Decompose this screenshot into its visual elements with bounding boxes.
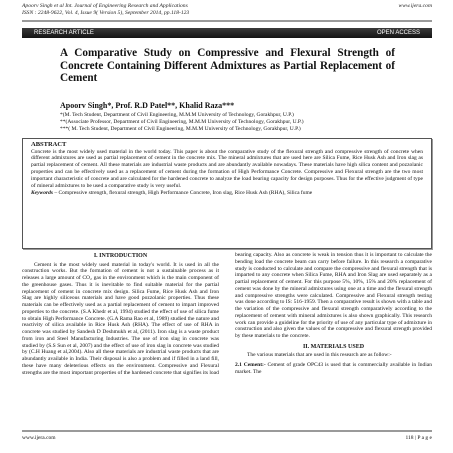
page-number: 118 | P a g e [405, 435, 432, 441]
introduction-text: Cement is the most widely used material in today's world. It is used in all the construction works. But the formation of cement is not a sustainable process as it releases a large amount of CO₂ gas in the environment which is the main component of the greenhouse gases. Thus it is inevitable to find suitable material for the partial replacement of cement in concrete mix design. Silica Fume, Rice Husk Ash and Iron Slag are highly siliceous materials and have good pozzolanic properties. Thus these materials can be effectively used as a partial replacement of cement to impart improved properties to the concrete. (S.A Khedr et al, 1994) studied the effect of use of silica fume to obtain High Performance Concrete. (G.A Rama Rao et al, 1989) studied the nature and reactivity of silica available in Rice Husk Ash (RHA). The effect of use of RHA in concrete was studied by Sandesh D Deshmukh et al, (2011). Iron slag is a waste product from iron and Steel Manufacturing Industries. The use of iron slag in concrete was studied by (S.S Sun et al, 2007) and the effect of use of iron slag in concrete was studied by (C.H Huang et al,2004). Also all these materials are industrial waste products that are abundantly available in India. Their disposal is also a problem and if filled in a land fill, these have many deleterious effects on the environment. Compressive and Flexural strengths are the most important properties of the hardened concrete that signifies its load [22, 261, 219, 376]
introduction-continued-text: bearing capacity. Also as concrete is weak in tension thus it is important to calculate the bending load the concrete beam can carry before failure. In this research a comparative study is conducted to calculate and compare the compressive and flexural strength that is imparted to any concrete when Silica Fume, RHA and Iron Slag are used separately as a partial replacement of cement. For this purpose 5%, 10%, 15% and 20% replacement of cement was done by the mineral admixtures using one at a time and the flexural strength and compressive strengths were calculated. Compressive and Flexural strength testing was done according to IS: 516-1959. Then a comparative result is shown with a table and the variation of the compressive and flexural strength comparatively according to the replacement of cement with mineral admixtures is also shown graphically. This research work can provide a guideline for the priority of use of any particular type of admixture in construction and also given the values of the compressive and flexural strength provided by these materials to the concrete. [235, 252, 432, 339]
research-article-label: RESEARCH ARTICLE [34, 30, 94, 36]
cement-item [235, 362, 432, 376]
journal-citation-line: Apoorv Singh et al Int. Journal of Engineering Research and Applications [22, 3, 188, 9]
materials-intro: The various materials that are used in this research are as follow:- [247, 352, 392, 359]
paper-title: A Comparative Study on Compressive and Flexural Strength of Concrete Containing Different Admixtures as Partial Replacement of Cement [60, 47, 395, 85]
abstract-box [22, 138, 432, 249]
footer-website-link[interactable]: www.ijera.com [22, 435, 56, 441]
introduction-heading: I. INTRODUCTION [93, 253, 148, 259]
cement-item-text: Cement of grade OPC43 is used that is commercially available in Indian market. The [235, 362, 432, 375]
keywords-label: Keywords [31, 189, 53, 196]
cement-item-label: 2.1 Cement:- [235, 362, 266, 368]
affiliation-2: **(Associate Professor, Department of Civil Engineering, M.M.M University of Technology, Gorakhpur, U.P.) [60, 119, 304, 125]
page-footer [22, 430, 432, 446]
keywords-text: – Compressive strength, flexural strength, High Performance Concrete, Iron slag, Rice Husk Ash (RHA), Silica fume [53, 189, 313, 196]
affiliation-1: *(M. Tech Student, Department of Civil Engineering, M.M.M University of Technology, Gorakhpur, U.P.) [60, 112, 294, 118]
abstract-heading: ABSTRACT [31, 141, 67, 148]
right-column [235, 252, 432, 376]
materials-heading: II. MATERIALS USED [302, 343, 365, 350]
article-type-banner [22, 28, 432, 38]
abstract-text [31, 149, 423, 197]
footer-rule [22, 430, 432, 432]
affiliation-3: ***( M. Tech Student, Department of Civil Engineering, M.M.M University of Technology, Gorakhpur, U.P.) [60, 126, 301, 132]
open-access-label: OPEN ACCESS [376, 30, 420, 36]
header-rule [22, 20, 432, 22]
issn-line: ISSN : 2248-9622, Vol. 4, Issue 9( Version 5), September 2014, pp.118-123 [22, 10, 190, 16]
left-column [22, 252, 219, 376]
page-header [22, 3, 432, 25]
abstract-body: Concrete is the most widely used material in the world today. This paper is about the comparative study of the flexural strength and compressive strength of concrete when different admixtures are used as partial replacement of cement in the concrete mix. The mineral admixtures that are used here are Silica Fume, Rice Husk Ash and Iron slag as partial replacement of cement. All these materials are industrial waste products and are abundantly available nowadays. These materials have high silica content and pozzolanic properties and can be effectively used as a replacement of cement during the formation of High Performance Concrete. Compressive and Flexural strength are the two most important characteristic of concrete and are calculated for the hardened concrete to analyze the load bearing capacity for design purposes. Thus for the effective judgment of type of mineral admixtures to be used a comparative study is very useful. [31, 148, 423, 190]
header-website-link[interactable]: www.ijera.com [398, 3, 432, 9]
author-list: Apoorv Singh*, Prof. R.D Patel**, Khalid Raza*** [60, 101, 235, 110]
